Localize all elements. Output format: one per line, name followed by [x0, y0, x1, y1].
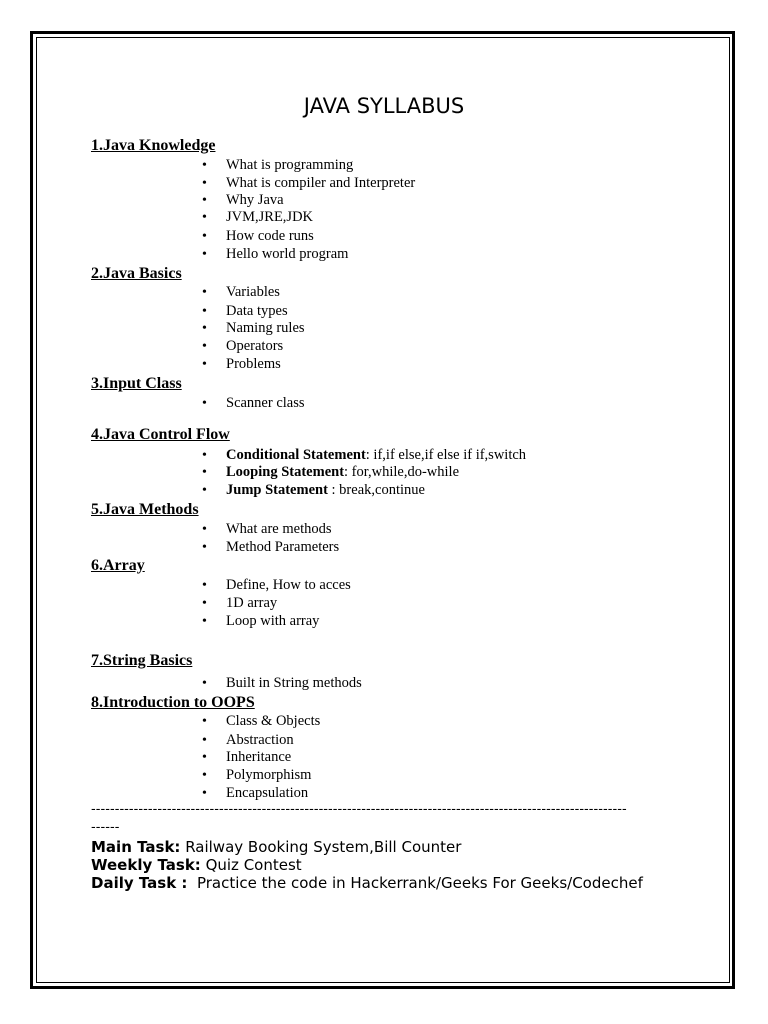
list-item: • Method Parameters	[202, 539, 340, 555]
divider-line-continuation: ------	[91, 820, 120, 835]
list-item: • Define, How to acces	[202, 577, 351, 593]
bullet-icon: •	[202, 676, 207, 691]
list-item: • Scanner class	[202, 395, 305, 411]
bullet-icon: •	[202, 522, 207, 537]
bullet-icon: •	[202, 750, 207, 765]
page-title: JAVA SYLLABUS	[303, 94, 465, 118]
bullet-icon: •	[202, 304, 207, 319]
list-item: • Operators	[202, 338, 284, 354]
bullet-icon: •	[202, 339, 207, 354]
bullet-icon: •	[202, 247, 207, 262]
list-item: • Loop with array	[202, 613, 320, 629]
weekly-task-value: Quiz Contest	[200, 856, 302, 874]
section-heading-input-class: 3.Input Class	[91, 375, 182, 392]
list-item: • Naming rules	[202, 320, 305, 336]
main-task-label: Main Task:	[91, 838, 181, 856]
bullet-icon: •	[202, 210, 207, 225]
bullet-icon: •	[202, 448, 207, 463]
bullet-icon: •	[202, 158, 207, 173]
bullet-icon: •	[202, 714, 207, 729]
bullet-icon: •	[202, 229, 207, 244]
section-heading-array: 6.Array	[91, 557, 145, 574]
bullet-icon: •	[202, 768, 207, 783]
bullet-icon: •	[202, 596, 207, 611]
bullet-icon: •	[202, 483, 207, 498]
list-item: • Abstraction	[202, 732, 294, 748]
section-heading-java-control-flow: 4.Java Control Flow	[91, 426, 230, 443]
list-item: • Data types	[202, 303, 288, 319]
list-item: • Problems	[202, 356, 281, 372]
bullet-icon: •	[202, 357, 207, 372]
list-item: • Built in String methods	[202, 675, 362, 691]
list-item: • 1D array	[202, 595, 278, 611]
daily-task-label: Daily Task :	[91, 874, 188, 892]
bullet-icon: •	[202, 578, 207, 593]
bullet-icon: •	[202, 285, 207, 300]
section-heading-java-methods: 5.Java Methods	[91, 501, 199, 518]
bullet-icon: •	[202, 614, 207, 629]
daily-task-value: Practice the code in Hackerrank/Geeks For Geeks/Codechef	[187, 874, 643, 892]
list-item: • Jump Statement : break,continue	[202, 482, 425, 498]
list-item: • What are methods	[202, 521, 332, 537]
main-task-line	[91, 838, 461, 856]
list-item: • Inheritance	[202, 749, 292, 765]
bullet-icon: •	[202, 465, 207, 480]
list-item: • Encapsulation	[202, 785, 309, 801]
bullet-icon: •	[202, 396, 207, 411]
list-item: • How code runs	[202, 228, 314, 244]
main-task-value: Railway Booking System,Bill Counter	[180, 838, 462, 856]
section-heading-java-knowledge: 1.Java Knowledge	[91, 137, 216, 154]
weekly-task-line	[91, 856, 302, 874]
list-item: • JVM,JRE,JDK	[202, 209, 314, 225]
list-item: • Looping Statement: for,while,do-while	[202, 464, 460, 480]
list-item: • What is programming	[202, 157, 354, 173]
bullet-icon: •	[202, 733, 207, 748]
weekly-task-label: Weekly Task:	[91, 856, 201, 874]
section-heading-java-basics: 2.Java Basics	[91, 265, 182, 282]
bullet-icon: •	[202, 540, 207, 555]
list-item: • Why Java	[202, 192, 284, 208]
bullet-icon: •	[202, 176, 207, 191]
bullet-icon: •	[202, 321, 207, 336]
section-heading-introduction-to-oops: 8.Introduction to OOPS	[91, 694, 255, 711]
list-item: • Hello world program	[202, 246, 349, 262]
list-item: • Class & Objects	[202, 713, 321, 729]
list-item: • Polymorphism	[202, 767, 312, 783]
daily-task-line	[91, 874, 643, 892]
bullet-icon: •	[202, 786, 207, 801]
list-item: • What is compiler and Interpreter	[202, 175, 416, 191]
divider-line: -----------------------------------------------------------------------------------------------------------------	[91, 802, 627, 817]
section-heading-string-basics: 7.String Basics	[91, 652, 193, 669]
list-item: • Variables	[202, 284, 280, 300]
list-item: • Conditional Statement: if,if else,if else if if,switch	[202, 447, 527, 463]
bullet-icon: •	[202, 193, 207, 208]
